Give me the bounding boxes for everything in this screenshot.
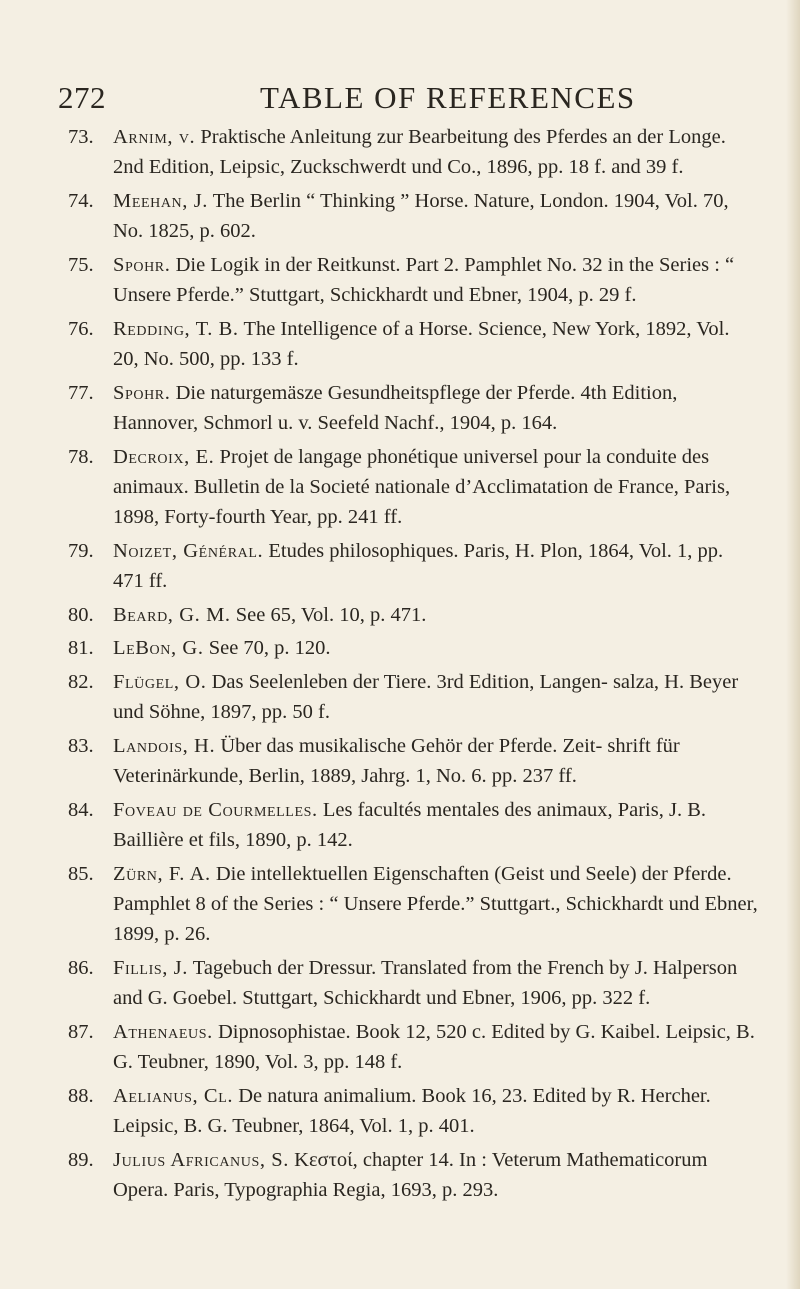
reference-number: 89. [68, 1148, 94, 1171]
reference-item [68, 633, 758, 663]
reference-text: Praktische Anleitung zur Bearbeitung des Pferdes an der Longe. 2nd Edition, Leipsic, Zuckschwerdt und Co., 1896, pp. 18 f. and 39 f. [113, 126, 726, 179]
reference-item [68, 859, 758, 950]
reference-item [68, 667, 758, 727]
reference-author: Noizet, Général. [113, 539, 264, 562]
reference-text: Über das musikalische Gehör der Pferde. Zeit- shrift für Veterinärkunde, Berlin, 1889, Jahrg. 1, No. 6. pp. 237 ff. [113, 734, 680, 788]
reference-item [68, 1081, 758, 1141]
reference-number: 73. [68, 126, 94, 148]
reference-item [68, 314, 758, 374]
reference-author: Spohr. [113, 381, 171, 404]
reference-text: Das Seelenleben der Tiere. 3rd Edition, Langen- salza, H. Beyer und Söhne, 1897, pp. 50 f. [113, 670, 739, 724]
reference-text: See 65, Vol. 10, p. 471. [235, 603, 427, 626]
reference-number: 80. [68, 603, 94, 626]
reference-author: Landois, H. [113, 734, 216, 757]
reference-text: Die Logik in der Reitkunst. Part 2. Pamphlet No. 32 in the Series : “ Unsere Pferde.” Stuttgart, Schickhardt und Ebner, 1904, p. 29 f. [113, 253, 735, 307]
reference-text: The Intelligence of a Horse. Science, New York, 1892, Vol. 20, No. 500, pp. 133 f. [113, 317, 730, 370]
reference-number: 77. [68, 381, 94, 404]
reference-author: Flügel, O. [113, 670, 207, 693]
reference-item [68, 795, 758, 855]
reference-number: 79. [68, 539, 94, 562]
reference-text: Projet de langage phonétique universel pour la conduite des animaux. Bulletin de la Societé nationale d’Acclimatation de France, Paris, 1898, Forty-fourth Year, pp. 241 ff. [113, 445, 731, 528]
reference-number: 84. [68, 798, 94, 821]
reference-author: Zürn, F. A. [113, 862, 211, 885]
reference-author: Decroix, E. [113, 445, 215, 468]
reference-author: Spohr. [113, 253, 171, 276]
reference-text: De natura animalium. Book 16, 23. Edited by R. Hercher. Leipsic, B. G. Teubner, 1864, Vol. 1, p. 401. [113, 1084, 711, 1137]
reference-number: 83. [68, 734, 94, 757]
reference-author: Arnim, v. [113, 126, 196, 148]
reference-text: Die intellektuellen Eigenschaften (Geist und Seele) der Pferde. Pamphlet 8 of the Series : “ Unsere Pferde.” Stuttgart., Schickhardt und Ebner, 1899, p. 26. [113, 862, 758, 946]
reference-item [68, 378, 758, 438]
reference-item [68, 953, 758, 1013]
reference-number: 88. [68, 1084, 94, 1107]
reference-author: Foveau de Courmelles. [113, 798, 318, 821]
reference-number: 76. [68, 317, 94, 340]
reference-number: 81. [68, 637, 94, 660]
reference-list [68, 122, 758, 1208]
reference-author: Julius Africanus, S. [113, 1148, 290, 1171]
reference-text: Κεστοί, chapter 14. In : Veterum Mathematicorum Opera. Paris, Typographia Regia, 1693, p. 293. [113, 1148, 708, 1201]
reference-number: 82. [68, 670, 94, 693]
reference-text: The Berlin “ Thinking ” Horse. Nature, London. 1904, Vol. 70, No. 1825, p. 602. [113, 189, 729, 243]
page-number: 272 [58, 80, 106, 115]
reference-number: 87. [68, 1020, 94, 1043]
reference-number: 75. [68, 253, 94, 276]
reference-item [68, 1145, 758, 1205]
reference-author: Redding, T. B. [113, 317, 239, 340]
reference-number: 74. [68, 189, 94, 212]
reference-author: Fillis, J. [113, 956, 188, 979]
reference-item [68, 442, 758, 533]
reference-item [68, 731, 758, 791]
reference-item [68, 122, 758, 182]
reference-item [68, 1017, 758, 1077]
reference-author: LeBon, G. [113, 637, 204, 660]
reference-text: Etudes philosophiques. Paris, H. Plon, 1864, Vol. 1, pp. 471 ff. [113, 539, 724, 592]
reference-text: Les facultés mentales des animaux, Paris, J. B. Baillière et fils, 1890, p. 142. [113, 798, 706, 851]
reference-text: See 70, p. 120. [208, 637, 331, 660]
page-header [58, 80, 748, 120]
page-edge-shadow [786, 0, 800, 1289]
reference-item [68, 536, 758, 596]
reference-text: Tagebuch der Dressur. Translated from the French by J. Halperson and G. Goebel. Stuttgart, Schickhardt und Ebner, 1906, pp. 322 f. [113, 956, 738, 1009]
running-title: TABLE OF REFERENCES [260, 80, 636, 115]
reference-text: Die naturgemäsze Gesundheitspflege der Pferde. 4th Edition, Hannover, Schmorl u. v. Seefeld Nachf., 1904, p. 164. [113, 381, 678, 434]
reference-item [68, 250, 758, 310]
reference-author: Beard, G. M. [113, 603, 231, 626]
reference-number: 85. [68, 862, 94, 885]
reference-number: 86. [68, 956, 94, 979]
reference-item [68, 186, 758, 246]
reference-author: Aelianus, Cl. [113, 1084, 234, 1107]
reference-item [68, 600, 758, 630]
reference-text: Dipnosophistae. Book 12, 520 c. Edited by G. Kaibel. Leipsic, B. G. Teubner, 1890, Vol. 3, pp. 148 f. [113, 1020, 755, 1073]
reference-number: 78. [68, 445, 94, 468]
reference-author: Athenaeus. [113, 1020, 213, 1043]
reference-author: Meehan, J. [113, 189, 209, 212]
